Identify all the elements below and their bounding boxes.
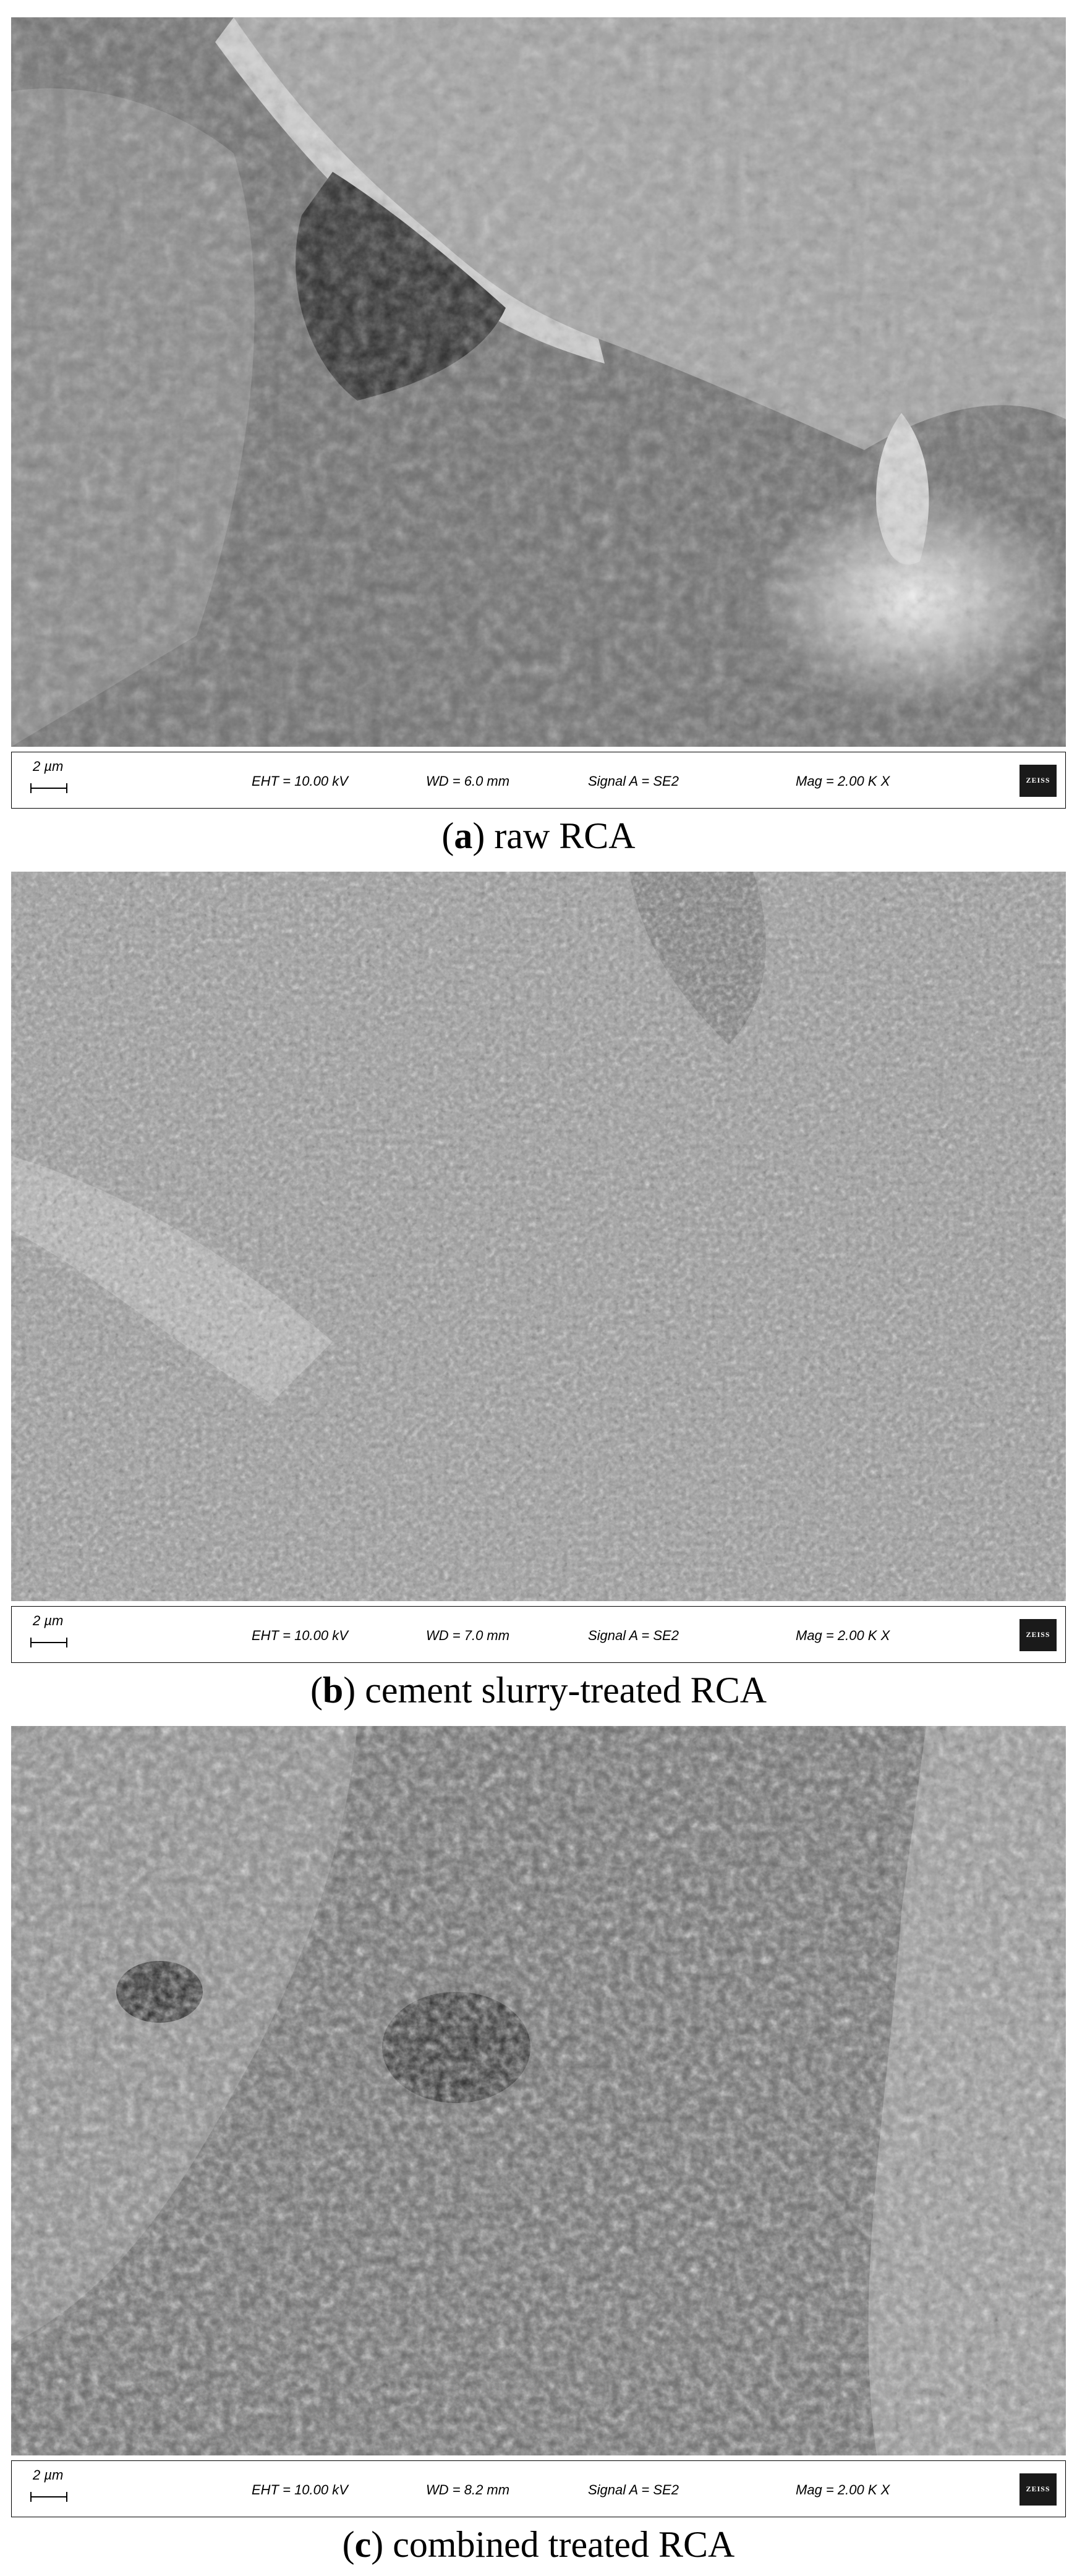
caption-letter: a	[454, 815, 473, 856]
scale-bar-label: 2 µm	[33, 759, 64, 774]
sem-texture-a	[11, 17, 1066, 747]
eht-value: EHT = 10.00 kV	[252, 2482, 348, 2497]
signal-value: Signal A = SE2	[588, 773, 679, 789]
caption-b: (b) cement slurry-treated RCA	[310, 1670, 767, 1711]
eht-value: EHT = 10.00 kV	[252, 773, 348, 789]
figure-panel-b	[11, 872, 1066, 1664]
scale-bar	[30, 1638, 67, 1647]
caption-letter: b	[322, 1670, 344, 1711]
zeiss-logo: ZEISS	[1020, 765, 1057, 797]
zeiss-logo: ZEISS	[1020, 2473, 1057, 2506]
sem-micrograph-c	[11, 1726, 1066, 2455]
scale-bar	[30, 2492, 67, 2502]
caption-c: (c) combined treated RCA	[342, 2524, 735, 2565]
sem-texture-b	[11, 872, 1066, 1601]
sem-micrograph-a	[11, 17, 1066, 747]
sem-databar-c	[11, 2460, 1066, 2517]
scale-bar	[30, 783, 67, 793]
working-distance-value: WD = 8.2 mm	[426, 2482, 510, 2497]
eht-value: EHT = 10.00 kV	[252, 1628, 348, 1643]
sem-texture-c	[11, 1726, 1066, 2455]
signal-value: Signal A = SE2	[588, 2482, 679, 2497]
sem-micrograph-b	[11, 872, 1066, 1601]
caption-text: cement slurry-treated RCA	[365, 1670, 767, 1711]
caption-a: (a) raw RCA	[441, 815, 636, 856]
figure-panel-a	[11, 17, 1066, 810]
working-distance-value: WD = 6.0 mm	[426, 773, 510, 789]
magnification-value: Mag = 2.00 K X	[796, 2482, 890, 2497]
signal-value: Signal A = SE2	[588, 1628, 679, 1643]
magnification-value: Mag = 2.00 K X	[796, 773, 890, 789]
sem-databar-a	[11, 752, 1066, 809]
scale-bar-label: 2 µm	[33, 2467, 64, 2483]
sem-databar-b	[11, 1606, 1066, 1663]
caption-text: combined treated RCA	[393, 2524, 735, 2565]
caption-letter: c	[354, 2524, 372, 2565]
figure-panel-c	[11, 1726, 1066, 2519]
scale-bar-label: 2 µm	[33, 1613, 64, 1628]
zeiss-logo: ZEISS	[1020, 1619, 1057, 1651]
working-distance-value: WD = 7.0 mm	[426, 1628, 510, 1643]
caption-text: raw RCA	[494, 815, 636, 856]
magnification-value: Mag = 2.00 K X	[796, 1628, 890, 1643]
